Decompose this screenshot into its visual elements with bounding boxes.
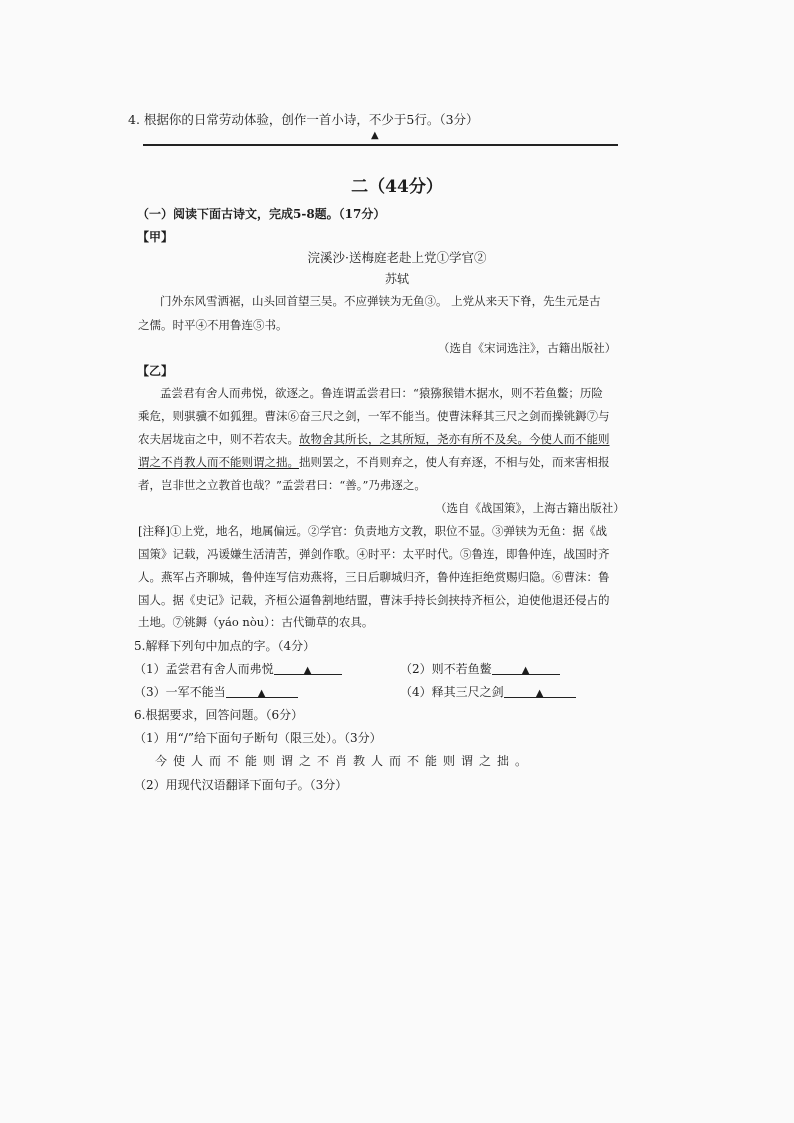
- answer-blank[interactable]: [504, 685, 576, 698]
- q5-item-3: [134, 683, 298, 700]
- label-yi: 【乙】: [137, 364, 174, 378]
- underlined-sentence: 故物舍其所长，之其所短，尧亦有所不及矣。: [299, 432, 529, 446]
- prose-line-2: 乘危，则骐骥不如狐狸。曹沫⑥奋三尺之剑，一军不能当。使曹沫释其三尺之剑而操铫鎒⑦与: [138, 409, 610, 423]
- answer-mark: ▲: [535, 688, 544, 699]
- q6-sub-1: （1）用“/”给下面句子断句（限三处）。（3分）: [134, 731, 382, 745]
- question-6: 6.根据要求，回答问题。（6分）: [134, 708, 304, 722]
- prose-line-1: 孟尝君有舍人而弗悦，欲逐之。鲁连谓孟尝君曰：“猿猕猴错木据水，则不若鱼鳖；历险: [160, 386, 603, 400]
- label-jia: 【甲】: [137, 230, 174, 244]
- poem-title: 浣溪沙·送梅庭老赴上党①学官②: [307, 250, 487, 265]
- prose-source: （选自《战国策》，上海古籍出版社）: [435, 501, 625, 515]
- prose-line-4: [138, 454, 610, 470]
- question-5: 5.解释下列句中加点的字。（4分）: [134, 639, 316, 653]
- q5-item-4: [400, 683, 576, 700]
- answer-blank[interactable]: [274, 662, 342, 675]
- prose-line-3: [138, 431, 610, 447]
- q5-item-text: （2）则不若鱼鳖: [400, 662, 492, 676]
- prose-text: 拙则罢之，不肖则弃之，使人有弃逐，不相与处，而来害相报: [299, 455, 610, 469]
- question-4: 4. 根据你的日常劳动体验，创作一首小诗，不少于5行。（3分）: [128, 112, 479, 127]
- section-instruction: （一）阅读下面古诗文，完成5-8题。（17分）: [137, 207, 386, 221]
- q6-sentence: 今使人而不能则谓之不肖教人而不能则谓之拙。: [155, 754, 534, 768]
- answer-mark: ▲: [371, 130, 379, 141]
- answer-blank[interactable]: [226, 685, 298, 698]
- poem-line-1: 门外东风雪洒裾，山头回首望三吴。不应弹铗为无鱼③。 上党从来天下脊，先生元是古: [160, 294, 601, 308]
- q5-item-2: [400, 660, 560, 677]
- section-title: 二（44分）: [351, 177, 443, 197]
- prose-text: 农夫居垅亩之中，则不若农夫。: [138, 432, 299, 446]
- prose-line-5: 者，岂非世之立教首也哉？”孟尝君曰：“善。”乃弗逐之。: [138, 478, 426, 492]
- notes-line-2: 国策》记载，冯谖嫌生活清苦，弹剑作歌。④时平：太平时代。⑤鲁连，即鲁仲连，战国时齐: [138, 547, 610, 561]
- q5-item-text: （4）释其三尺之剑: [400, 685, 504, 699]
- answer-blank[interactable]: [492, 662, 560, 675]
- answer-mark: ▲: [521, 665, 530, 676]
- poem-line-2: 之儒。时平④不用鲁连⑤书。: [138, 318, 288, 332]
- answer-line: [143, 144, 618, 146]
- notes-line-3: 人。燕军占齐聊城，鲁仲连写信劝燕将，三日后聊城归齐，鲁仲连拒绝赏赐归隐。⑥曹沫：鲁: [138, 570, 610, 584]
- q5-item-text: （1）孟尝君有舍人而弗悦: [134, 662, 274, 676]
- q6-sub-2: （2）用现代汉语翻译下面句子。（3分）: [134, 778, 348, 792]
- notes-line-4: 国人。据《史记》记载，齐桓公逼鲁割地结盟，曹沫手持长剑挟持齐桓公，迫使他退还侵占的: [138, 593, 610, 607]
- underlined-sentence: 谓之不肖教人而不能则谓之拙。: [138, 455, 299, 469]
- underlined-sentence: 今使人而不能则: [529, 432, 610, 446]
- notes-line-5: 土地。⑦铫鎒（yáo nòu）：古代锄草的农具。: [138, 615, 374, 629]
- q5-item-1: [134, 660, 342, 677]
- answer-mark: ▲: [303, 665, 312, 676]
- poem-author: 苏轼: [384, 272, 409, 286]
- answer-mark: ▲: [257, 688, 266, 699]
- q5-item-text: （3）一军不能当: [134, 685, 226, 699]
- poem-source: （选自《宋词选注》，古籍出版社）: [438, 341, 617, 355]
- notes-line-1: [注释]①上党，地名，地属偏远。②学官：负责地方文教，职位不显。③弹铗为无鱼：据《战: [138, 524, 607, 538]
